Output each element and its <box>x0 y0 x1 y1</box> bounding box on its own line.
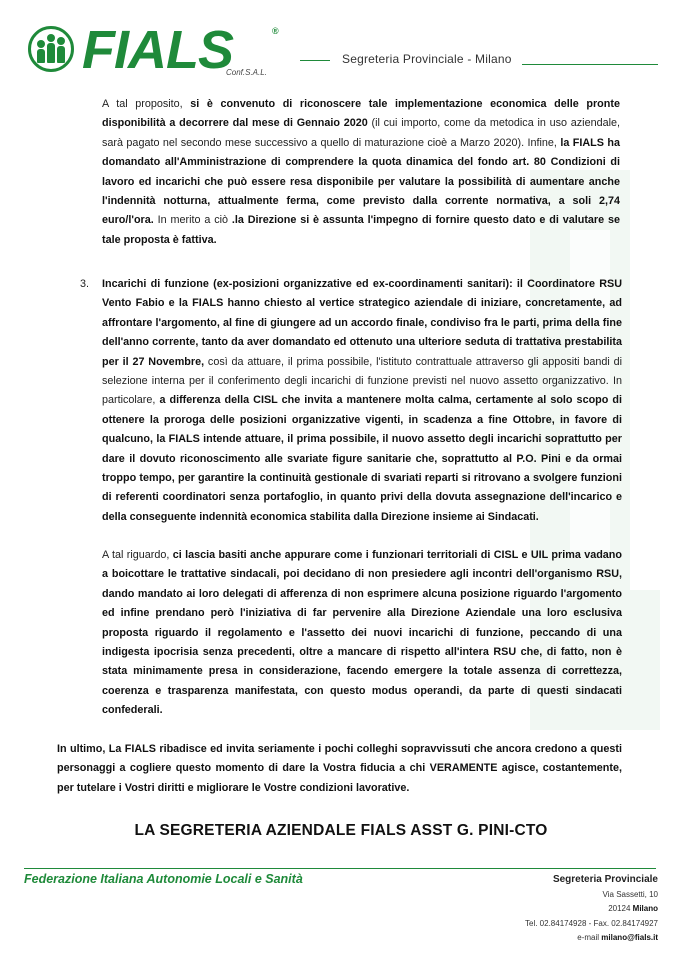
footer-federation: Federazione Italiana Autonomie Locali e Sanità <box>24 872 303 886</box>
paragraph-pronte-disponibilita <box>102 95 620 250</box>
footer-email[interactable]: milano@fials.it <box>601 933 658 942</box>
paragraph-cisl-uil <box>102 546 622 721</box>
footer-street: Via Sassetti, 10 <box>602 889 658 899</box>
logo-text: FIALS <box>82 20 233 80</box>
logo-subtitle: Conf.S.A.L. <box>226 68 267 77</box>
footer-address <box>525 873 658 946</box>
footer-rule <box>24 868 656 869</box>
text-run: Incarichi di funzione (ex-posizioni organizzative ed ex-coordinamenti sanitari): il Coordinatore RSU Vento Fabio e la FIALS hanno chiesto al vertice strategico aziendale di iniziare, concretamente, ad affrontare l'argomento, al fine di giungere ad un accordo finale, condiviso fra le parti, prima della fine dell'anno corrente, tanto da aver domandato ed ottenuto una ulteriore seduta di trattativa prestabilita per il 27 Novembre, <box>102 278 622 368</box>
header-rule-right <box>522 64 658 65</box>
footer-city: Milano <box>632 904 658 913</box>
text-run: la FIALS ha domandato all'Amministrazione di comprendere la quota dinamica del fondo art. 80 Condizioni di lavoro ed incarichi che può essere resa disponibile per valutare la possibilità di aumentare anche l'indennità notturna, attualmente ferma, come previsto dalla corrente normativa, a soli 2,74 euro/l'ora. <box>102 136 620 227</box>
text-run: VERAMENTE <box>429 762 498 775</box>
fials-logo <box>26 22 296 82</box>
registered-mark: ® <box>272 26 279 36</box>
text-run: si è convenuto di riconoscere tale implementazione economica delle pronte disponibilità a decorrere dal mese di Gennaio 2020 <box>102 98 620 130</box>
text-run: A tal riguardo, <box>102 549 173 561</box>
text-run: (il cui importo, come da metodica in uso aziendale, sarà pagato nel secondo mese successivo a quello di maturazione cioè a Marzo 2020). Infine, <box>102 117 621 149</box>
text-run: .la Direzione si è assunta l'impegno di fornire questo dato e di valutare se tale proposta è fattiva. <box>102 214 620 246</box>
text-run: ci lascia basiti anche appurare come i funzionari territoriali di CISL e UIL prima vadano a boicottare le trattative sindacali, poi decidano di non presiedere agli incontri dell'organismo RSU, dando mandato ai loro delegati di afferenza di non esprimere alcuna posizione riguardo l'argomento ed infine prendano però l'iniziativa di far pervenire alla Direzione Aziendale una loro esclusiva proposta riguardo il regolamento e l'assetto dei nuovi incarichi di funzione, peccando di una indigesta ipocrisia senza precedenti, oltre a mancare di rispetto all'intera RSU che, di fatto, non è stata minimamente presa in considerazione, facendo emergere la totale assenza di correttezza, coerenza e trasparenza manifestata, con questo modus operandi, da parte di questi sindacati confederali. <box>102 549 622 717</box>
footer-zip: 20124 <box>608 904 633 913</box>
signature: LA SEGRETERIA AZIENDALE FIALS ASST G. PINI-CTO <box>134 822 548 839</box>
text-run: a differenza della CISL che invita a mantenere molta calma, certamente al solo scopo di ottenere la proroga delle posizioni organizzative vigenti, in scadenza a fine Ottobre, in favore di qualcuno, la FIALS intende attuare, il prima possibile, il nuovo assetto degli incarichi soprattutto per dare il dovuto riconoscimento alle svariate figure sanitarie che, soprattutto al P.O. Pini e da ormai troppo tempo, per garantire la continuità gestionale di svariati reparti si ritrovano a svolgere funzioni di referenti coordinatori senza portafoglio, in quanto privi della dovuta assegnazione dell'incarico e della conseguente indennità economica stabilita dalla Direzione insieme ai Sindacati. <box>102 394 622 523</box>
header-rule-left <box>300 60 330 61</box>
text-run: In ultimo, La FIALS ribadisce ed invita seriamente i pochi colleghi sopravvissuti che ancora credono a questi personaggi a cogliere questo momento di dare la Vostra fiducia a chi <box>57 743 622 775</box>
footer-email-label: e-mail <box>577 933 602 942</box>
footer-email-line <box>525 931 658 946</box>
text-run: A tal proposito, <box>102 98 191 110</box>
footer-city-line <box>525 902 658 917</box>
list-number: 3. <box>80 278 90 290</box>
text-run: agisce, costantemente, per tutelare i Vostri diritti e migliorare le Vostre condizioni lavorative. <box>57 762 622 794</box>
header-title: Segreteria Provinciale - Milano <box>342 52 512 66</box>
paragraph-conclusion <box>57 740 622 798</box>
text-run: così da attuare, il prima possibile, l'istituto contrattuale attraverso gli appositi bandi di selezione interna per il conferimento degli incarichi di funzione previsti nel nuovo assetto organizzativo. In particolare, <box>102 355 622 407</box>
text-run: In merito a ciò <box>153 214 232 227</box>
paragraph-incarichi-funzione <box>102 275 622 527</box>
people-circle-icon <box>28 26 74 72</box>
footer-phone: Tel. 02.84174928 - Fax. 02.84174927 <box>525 918 658 928</box>
footer-office: Segreteria Provinciale <box>552 874 658 885</box>
